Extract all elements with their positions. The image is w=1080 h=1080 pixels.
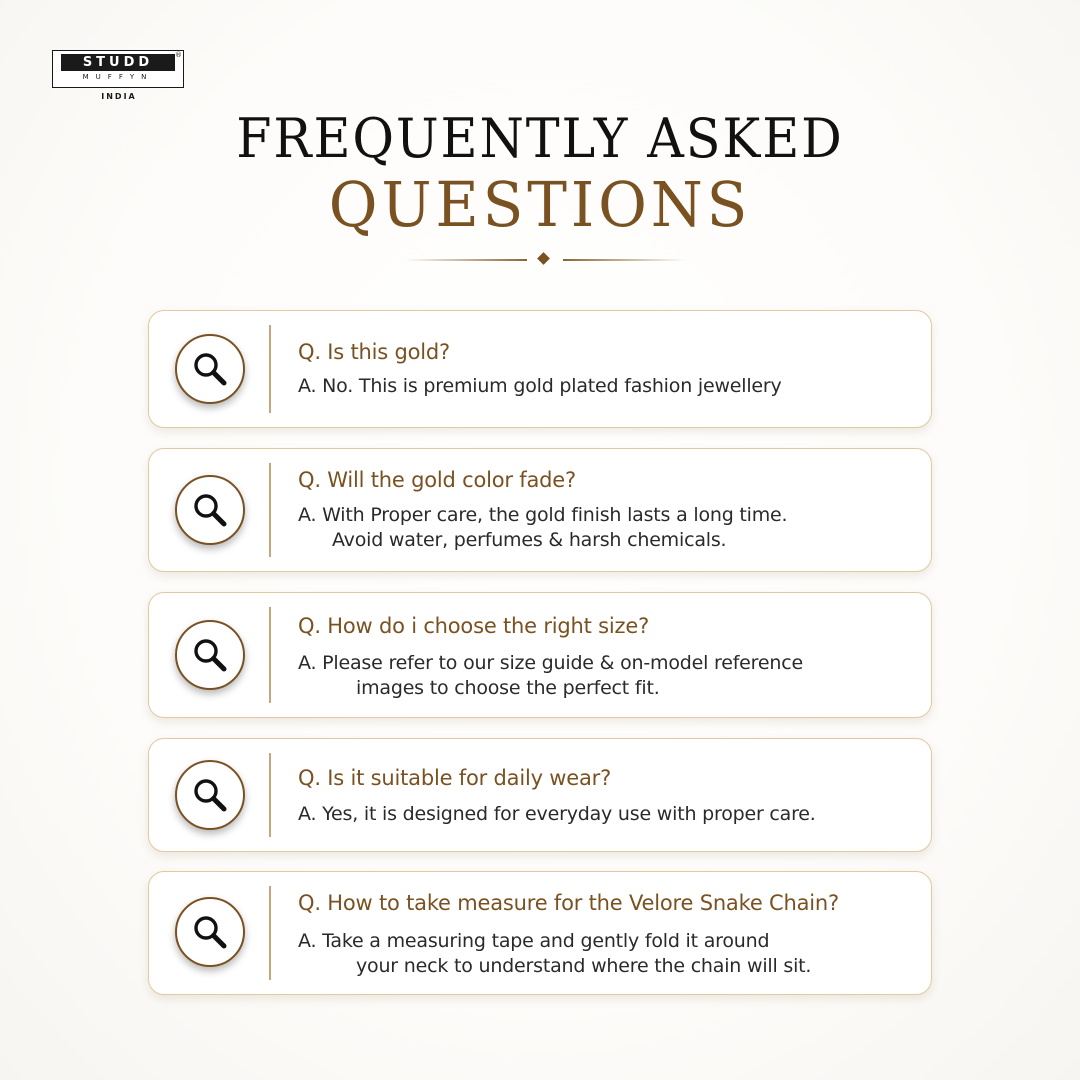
search-icon <box>175 620 245 690</box>
title-divider <box>405 252 685 268</box>
faq-answer-continued: images to choose the perfect fit. <box>356 677 660 699</box>
faq-question: Q. Is this gold? <box>298 340 450 364</box>
faq-card-4 <box>148 738 932 852</box>
search-icon <box>175 897 245 967</box>
faq-answer: A. No. This is premium gold plated fashion jewellery <box>298 375 782 397</box>
faq-answer: A. Please refer to our size guide & on-model reference <box>298 652 803 674</box>
faq-answer: A. Yes, it is designed for everyday use with proper care. <box>298 803 816 825</box>
title-line-2: QUESTIONS <box>328 168 752 241</box>
faq-answer: A. With Proper care, the gold finish lasts a long time. <box>298 504 788 526</box>
registered-mark: ® <box>175 51 182 59</box>
title-line-1: FREQUENTLY ASKED <box>236 107 844 170</box>
faq-card-1 <box>148 310 932 428</box>
search-icon <box>175 475 245 545</box>
card-separator <box>269 753 271 837</box>
brand-logo <box>52 50 186 101</box>
logo-wordmark: STUDD <box>61 54 175 71</box>
faq-answer: A. Take a measuring tape and gently fold it around <box>298 930 770 952</box>
logo-country: INDIA <box>101 92 137 101</box>
diamond-ornament-icon <box>537 252 550 265</box>
faq-answer-continued: Avoid water, perfumes & harsh chemicals. <box>332 529 727 551</box>
card-separator <box>269 463 271 557</box>
card-separator <box>269 325 271 413</box>
faq-question: Q. Will the gold color fade? <box>298 468 576 492</box>
faq-question: Q. Is it suitable for daily wear? <box>298 766 612 790</box>
search-icon <box>175 334 245 404</box>
faq-card-3 <box>148 592 932 718</box>
faq-answer-continued: your neck to understand where the chain will sit. <box>356 955 812 977</box>
faq-card-5 <box>148 871 932 995</box>
faq-question: Q. How to take measure for the Velore Snake Chain? <box>298 891 839 915</box>
faq-question: Q. How do i choose the right size? <box>298 614 650 638</box>
card-separator <box>269 886 271 980</box>
card-separator <box>269 607 271 703</box>
page-title <box>0 108 1080 240</box>
faq-card-2 <box>148 448 932 572</box>
logo-box <box>52 50 184 88</box>
logo-subword: MUFFYN <box>82 73 154 81</box>
search-icon <box>175 760 245 830</box>
